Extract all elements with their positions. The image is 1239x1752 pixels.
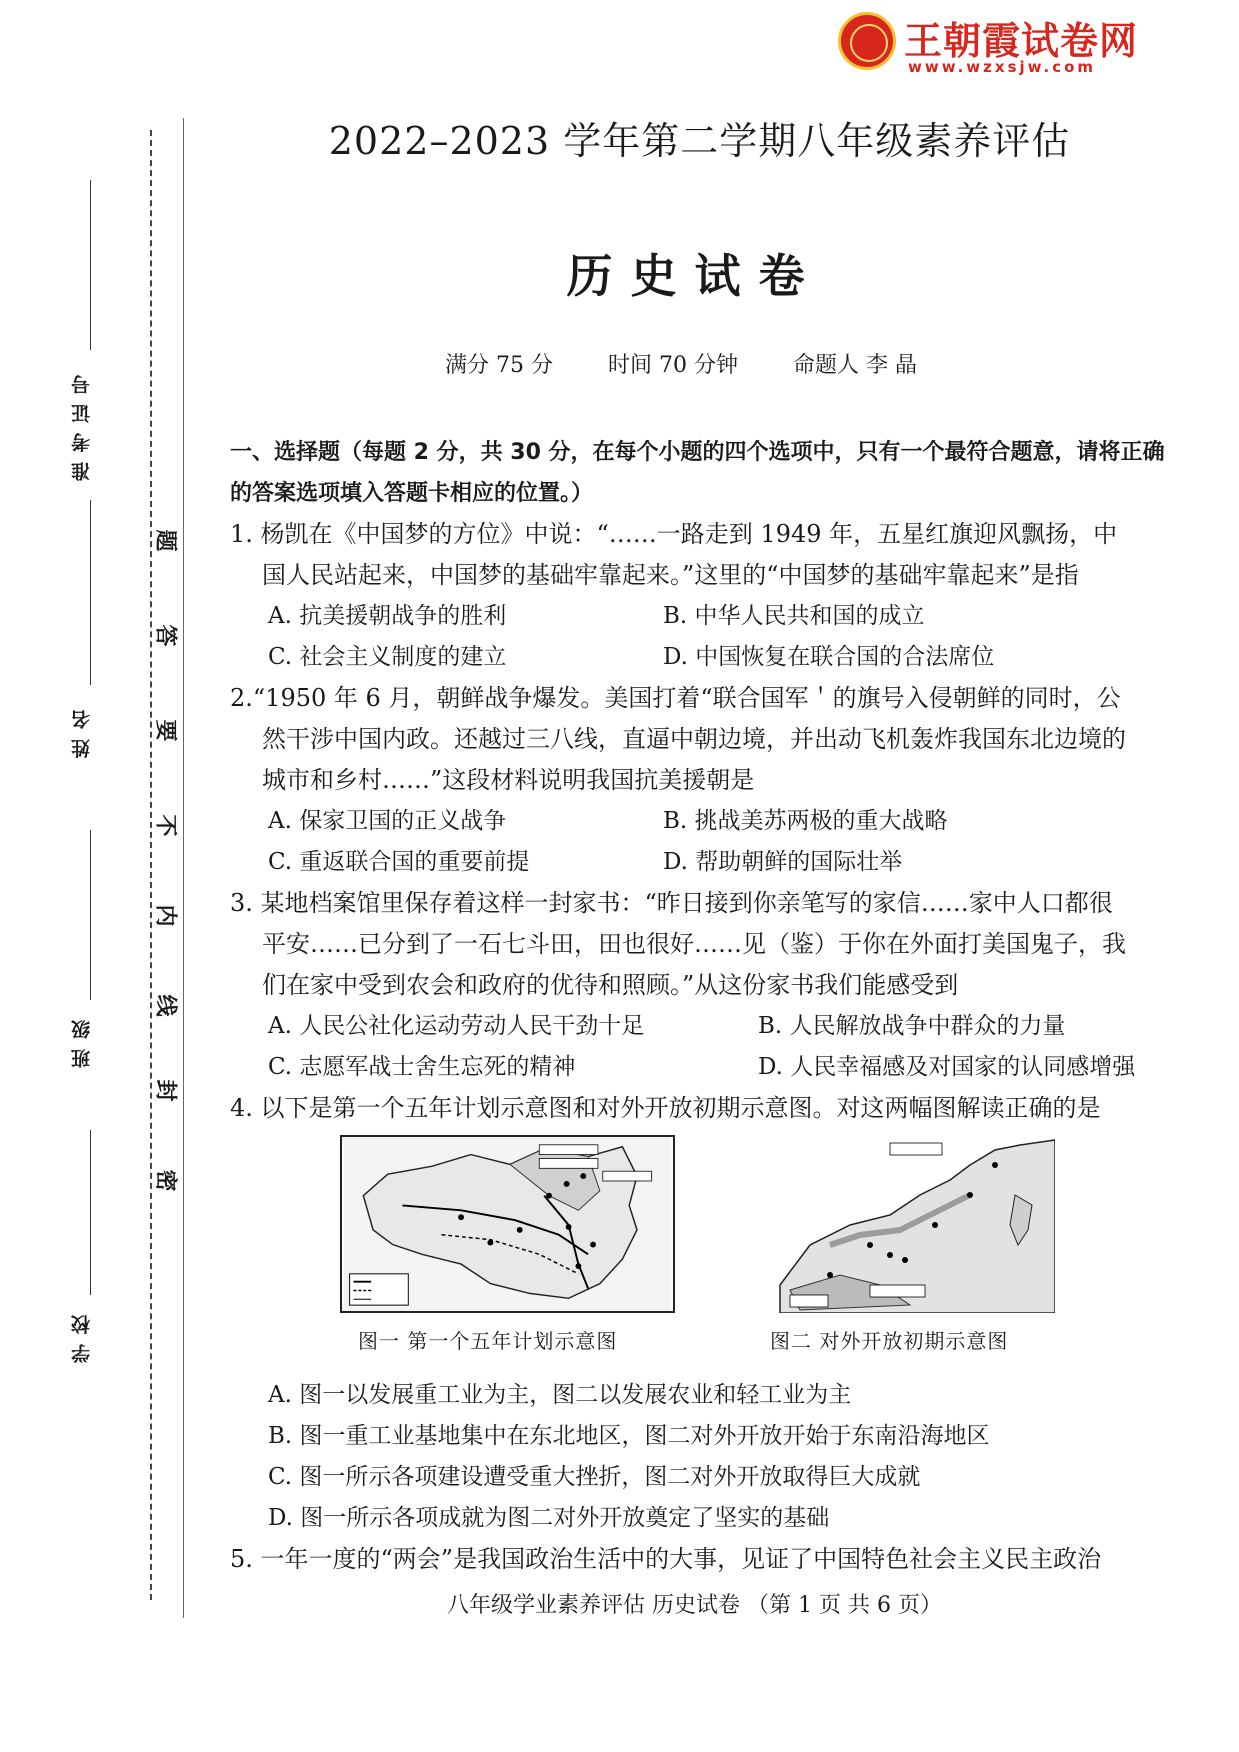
- question-stem: 国人民站起来，中国梦的基础牢靠起来。”这里的“中国梦的基础牢靠起来”是指: [262, 561, 1079, 589]
- section-heading: 一、选择题（每题 2 分，共 30 分，在每个小题的四个选项中，只有一个最符合题意，请将正确的答案选项填入答题卡相应的位置。）: [230, 440, 1165, 506]
- option-c[interactable]: C. 社会主义制度的建立: [268, 644, 507, 670]
- fill-line-name[interactable]: [90, 500, 91, 685]
- question-3: [230, 883, 1180, 1088]
- question-stem: 然干涉中国内政。还越过三八线，直逼中朝边境，并出动飞机轰炸我国东北边境的: [262, 725, 1126, 753]
- exam-author: 命题人 李 晶: [792, 353, 917, 378]
- question-stem: 城市和乡村……”这段材料说明我国抗美援朝是: [262, 766, 755, 794]
- option-b[interactable]: B. 人民解放战争中群众的力量: [758, 1013, 1066, 1039]
- option-list: [230, 1006, 1180, 1088]
- page-footer: 八年级学业素养评估 历史试卷 （第 1 页 共 6 页）: [447, 1593, 942, 1618]
- label-class: 班级: [71, 1010, 93, 1068]
- option-c[interactable]: C. 图一所示各项建设遭受重大挫折，图二对外开放取得巨大成就: [268, 1464, 921, 1490]
- subject-title: 历史试卷: [566, 249, 823, 303]
- question-stem: 们在家中受到农会和政府的优待和照顾。”从这份家书我们能感受到: [262, 971, 959, 999]
- binding-dashed-line: [150, 130, 152, 1600]
- site-logo: [838, 8, 1168, 76]
- question-stem: 5. 一年一度的“两会”是我国政治生活中的大事，见证了中国特色社会主义民主政治: [230, 1545, 1102, 1573]
- option-list: [230, 596, 1180, 678]
- label-name: 姓名: [71, 700, 93, 758]
- seal-char: 要: [152, 719, 179, 742]
- seal-char: 线: [152, 994, 179, 1017]
- option-b[interactable]: B. 中华人民共和国的成立: [663, 603, 925, 629]
- exam-title: 2022–2023 学年第二学期八年级素养评估: [328, 119, 1071, 163]
- option-a[interactable]: A. 人民公社化运动劳动人民干劲十足: [268, 1013, 645, 1039]
- label-admission-number: 准考证号: [71, 365, 93, 481]
- exam-content: [230, 432, 1180, 1580]
- fill-line-class[interactable]: [90, 830, 91, 1000]
- question-stem: 平安……已分到了一石七斗田，田也很好……见（鉴）于你在外面打美国鬼子，我: [262, 930, 1126, 958]
- full-score: 满分 75 分: [445, 353, 553, 378]
- option-b[interactable]: B. 图一重工业基地集中在东北地区，图二对外开放开始于东南沿海地区: [268, 1423, 990, 1449]
- logo-title: 王朝霞试卷网: [904, 19, 1139, 63]
- seal-char: 密: [152, 1169, 179, 1192]
- question-5: [230, 1539, 1180, 1580]
- logo-url: www.wzxsjw.com: [908, 58, 1097, 76]
- option-c[interactable]: C. 志愿军战士舍生忘死的精神: [268, 1054, 576, 1080]
- opening-up-map: [770, 1135, 1055, 1313]
- figure-2-caption: 图二 对外开放初期示意图: [770, 1329, 1009, 1353]
- logo-badge-icon: [838, 12, 896, 70]
- seal-char: 不: [152, 814, 179, 837]
- seal-char: 内: [152, 904, 179, 927]
- option-d[interactable]: D. 帮助朝鲜的国际壮举: [663, 849, 903, 875]
- option-a[interactable]: A. 图一以发展重工业为主，图二以发展农业和轻工业为主: [268, 1382, 852, 1408]
- seal-char: 题: [152, 529, 179, 552]
- option-b[interactable]: B. 挑战美苏两极的重大战略: [663, 808, 948, 834]
- option-d[interactable]: D. 人民幸福感及对国家的认同感增强: [758, 1054, 1136, 1080]
- question-stem: 4. 以下是第一个五年计划示意图和对外开放初期示意图。对这两幅图解读正确的是: [230, 1094, 1101, 1122]
- option-list: [230, 1375, 1180, 1539]
- question-4: [230, 1088, 1180, 1539]
- five-year-plan-map: [340, 1135, 675, 1313]
- question-1: [230, 514, 1180, 678]
- question-stem: 3. 某地档案馆里保存着这样一封家书：“昨日接到你亲笔写的家信……家中人口都很: [230, 889, 1113, 917]
- exam-meta: [445, 348, 965, 379]
- figure-1-caption: 图一 第一个五年计划示意图: [358, 1329, 618, 1353]
- option-d[interactable]: D. 图一所示各项成就为图二对外开放奠定了坚实的基础: [268, 1505, 830, 1531]
- question-stem: 2.“1950 年 6 月，朝鲜战争爆发。美国打着“联合国军＇的旗号入侵朝鲜的同时，公: [230, 684, 1121, 712]
- option-d[interactable]: D. 中国恢复在联合国的合法席位: [663, 644, 995, 670]
- seal-char: 答: [152, 624, 179, 647]
- label-school: 学校: [71, 1305, 93, 1363]
- question-stem: 1. 杨凯在《中国梦的方位》中说：“……一路走到 1949 年，五星红旗迎风飘扬，中: [230, 520, 1118, 548]
- option-c[interactable]: C. 重返联合国的重要前提: [268, 849, 530, 875]
- option-a[interactable]: A. 保家卫国的正义战争: [268, 808, 507, 834]
- question-2: [230, 678, 1180, 883]
- fill-line-school[interactable]: [90, 1130, 91, 1295]
- seal-char: 封: [152, 1079, 179, 1102]
- question-figures: [230, 1135, 1180, 1371]
- binding-rule-line: [183, 118, 184, 1618]
- exam-time: 时间 70 分钟: [607, 353, 738, 378]
- option-list: [230, 801, 1180, 883]
- option-a[interactable]: A. 抗美援朝战争的胜利: [268, 603, 507, 629]
